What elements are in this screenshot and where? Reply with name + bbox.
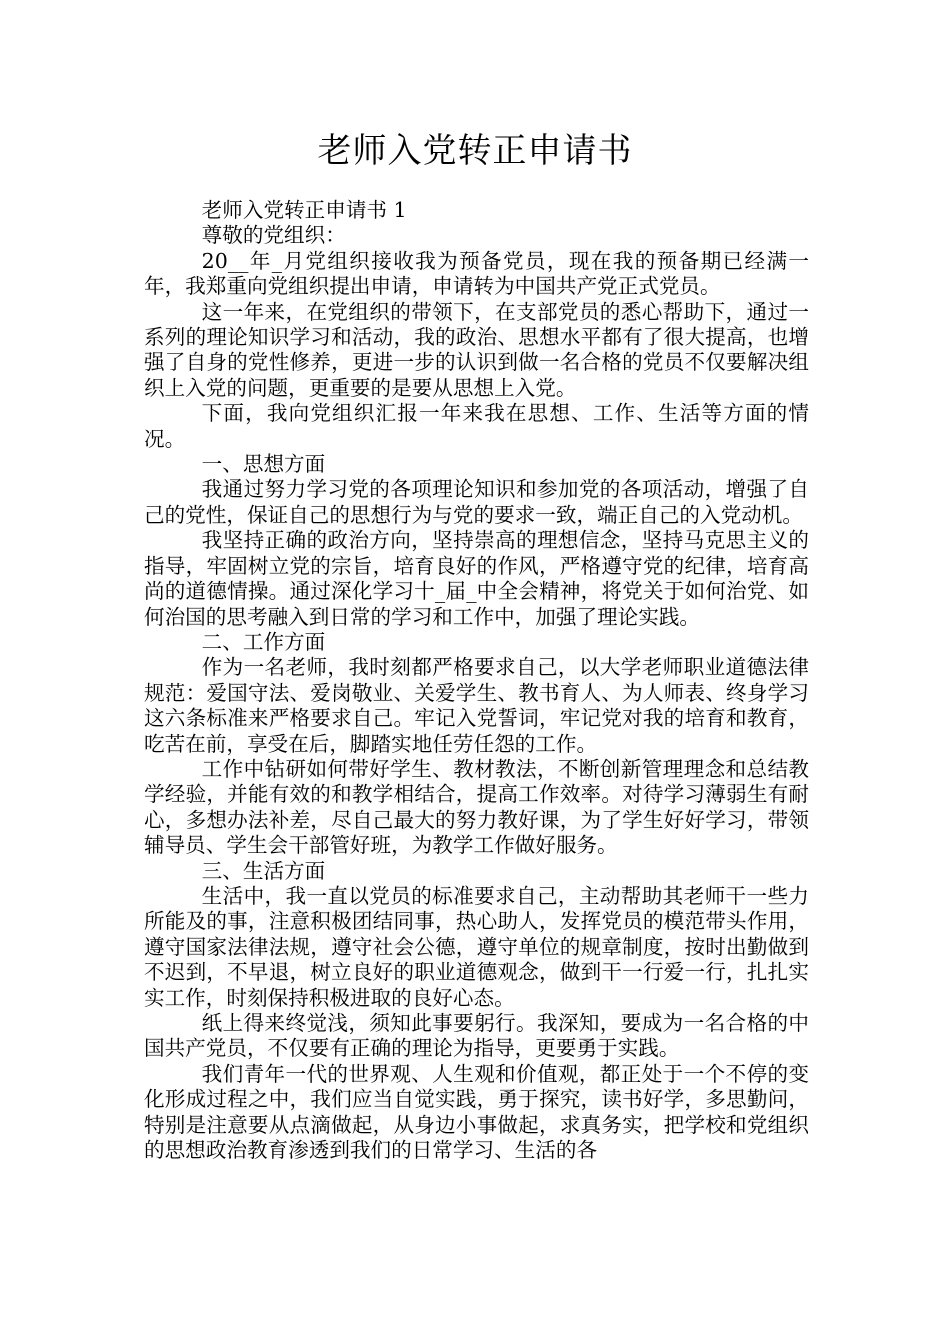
paragraph: 纸上得来终觉浅，须知此事要躬行。我深知，要成为一名合格的中国共产党员，不仅要有正确的理论为指导，更要勇于实践。 (144, 1011, 809, 1061)
paragraph: 我坚持正确的政治方向，坚持崇高的理想信念，坚持马克思主义的指导，牢固树立党的宗旨，培育良好的作风，严格遵守党的纪律，培育高尚的道德情操。通过深化学习十_届_中全会精神，将党关于如何治党、如何治国的思考融入到日常的学习和工作中，加强了理论实践。 (144, 528, 809, 629)
document-body (144, 198, 809, 1163)
subtitle-line: 老师入党转正申请书 1 (201, 198, 407, 222)
salutation: 尊敬的党组织： (201, 223, 346, 248)
paragraph: 下面，我向党组织汇报一年来我在思想、工作、生活等方面的情况。 (144, 401, 809, 451)
paragraph: 我通过努力学习党的各项理论知识和参加党的各项活动，增强了自己的党性，保证自己的思想行为与党的要求一致，端正自己的入党动机。 (144, 477, 809, 527)
paragraph: 20__年_月党组织接收我为预备党员，现在我的预备期已经满一年，我郑重向党组织提出申请，申请转为中国共产党正式党员。 (144, 248, 809, 299)
section-heading: 二、工作方面 (201, 629, 326, 654)
section-heading: 三、生活方面 (201, 858, 326, 883)
document-title: 老师入党转正申请书 (317, 131, 633, 171)
paragraph: 作为一名老师，我时刻都严格要求自己，以大学老师职业道德法律规范：爱国守法、爱岗敬业、关爱学生、教书育人、为人师表、终身学习这六条标准来严格要求自己。牢记入党誓词，牢记党对我的培育和教育，吃苦在前，享受在后，脚踏实地任劳任怨的工作。 (144, 655, 809, 756)
section-heading: 一、思想方面 (201, 452, 326, 477)
paragraph: 工作中钻研如何带好学生、教材教法，不断创新管理理念和总结教学经验，并能有效的和教学相结合，提高工作效率。对待学习薄弱生有耐心，多想办法补差，尽自己最大的努力教好课，为了学生好好学习，带领辅导员、学生会干部管好班，为教学工作做好服务。 (144, 756, 809, 858)
paragraph: 我们青年一代的世界观、人生观和价值观，都正处于一个不停的变化形成过程之中，我们应当自觉实践，勇于探究，读书好学，多思勤问，特别是注意要从点滴做起，从身边小事做起，求真务实，把学校和党组织的思想政治教育渗透到我们的日常学习、生活的各 (144, 1061, 809, 1163)
paragraph: 这一年来，在党组织的带领下，在支部党员的悉心帮助下，通过一系列的理论知识学习和活动，我的政治、思想水平都有了很大提高，也增强了自身的党性修养，更进一步的认识到做一名合格的党员不仅要解决组织上入党的问题，更重要的是要从思想上入党。 (144, 299, 809, 400)
paragraph: 生活中，我一直以党员的标准要求自己，主动帮助其老师干一些力所能及的事，注意积极团结同事，热心助人，发挥党员的模范带头作用，遵守国家法律法规，遵守社会公德，遵守单位的规章制度，按时出勤做到不迟到，不早退，树立良好的职业道德观念，做到干一行爱一行，扎扎实实工作，时刻保持积极进取的良好心态。 (144, 883, 809, 1010)
